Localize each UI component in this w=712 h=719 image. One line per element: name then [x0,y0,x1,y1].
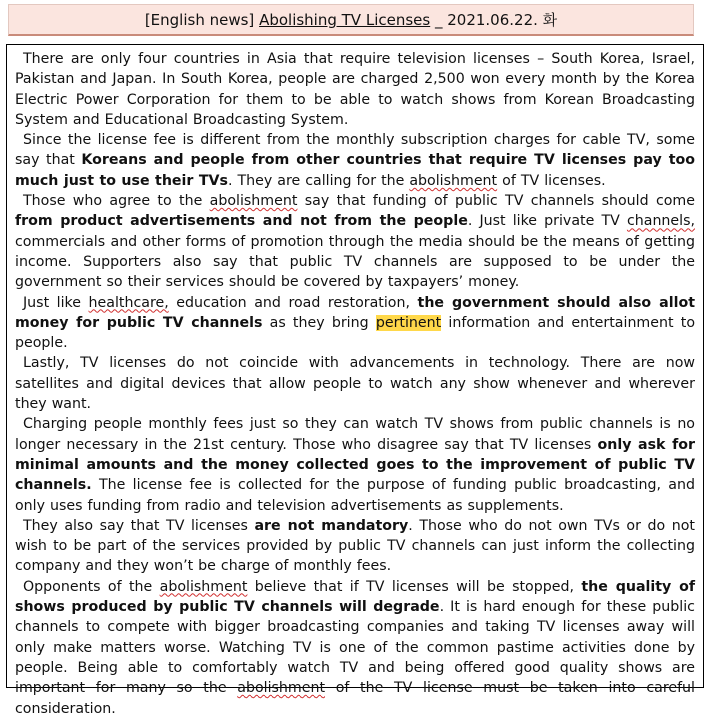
paragraph [15,293,695,354]
text-run: education and road restoration, [168,294,418,311]
highlighted-word: pertinent [375,314,442,331]
bold-text-run: Koreans and people from other countries that require TV licenses pay too much just to use their TVs [15,152,695,189]
spellcheck-marked-word: abolishment [209,193,298,210]
text-run: say that funding of public TV channels should come [297,193,695,210]
text-run: . They are calling for the [227,172,410,189]
text-run: . It is hard enough for these public channels to compete with bigger broadcasting companies and taking TV licenses away will only make matters worse. Watching TV is one of the common pastime activities done by people. Being able to comfortably watch TV and being offered good quality shows are important for many so the [15,599,695,697]
text-run: commercials and other forms of promotion through the media should be the means of getting income. Supporters also say that public TV channels are supposed to be under the government so their services should be covered by taxpayers’ money. [15,233,695,291]
text-run: as they bring [262,314,376,331]
spellcheck-marked-word: abolishment [409,172,498,189]
paragraph [15,191,695,292]
header-prefix: [English news] [144,11,260,29]
spellcheck-marked-word: healthcare, [88,294,169,311]
text-run: Just like [23,294,89,311]
text-run: The license fee is collected for the purpose of funding public broadcasting, and only uses funding from radio and television advertisements as supplements. [15,477,695,514]
bold-text-run: are not mandatory [254,517,409,534]
spellcheck-marked-word: channels, [626,213,695,230]
bold-text-run: the quality of shows produced by public TV channels will degrade [15,578,696,616]
header-title: Abolishing TV Licenses [259,11,431,29]
paragraph [15,516,695,577]
document-header [8,4,694,36]
text-run: Lastly, TV licenses do not coincide with advancements in technology. There are now satellites and digital devices that allow people to watch any show whenever and wherever they want. [15,355,695,413]
spellcheck-marked-word: abolishment [159,578,248,595]
text-run: information and entertainment to people. [15,314,695,352]
text-run: of the TV license must be taken into careful consideration. [15,680,695,717]
text-run: They also say that TV licenses [23,517,255,534]
article-body [6,44,704,717]
text-run: Since the license fee is different from the monthly subscription charges for cable TV, some say that [15,132,695,169]
text-run: believe that if TV licenses will be stopped, [247,578,582,595]
paragraph [15,414,695,515]
text-run: Opponents of the [23,578,160,595]
bold-text-run: the government should also allot money for public TV channels [15,294,695,331]
spellcheck-marked-word: abolishment [237,680,326,697]
bold-text-run: from product advertisements and not from the people [15,213,468,230]
text-run: There are only four countries in Asia that require television licenses – South Korea, Israel, Pakistan and Japan. In South Korea, people are charged 2,500 won every month by the Korea Electric Power Corporation for them to be able to watch shows from Korean Broadcasting System and Educational Broadcasting System. [15,51,695,128]
text-run: . Those who do not own TVs or do not wish to be part of the services provided by public TV channels can just inform the collecting company and they won’t be charge of monthly fees. [15,517,695,575]
bold-text-run: only ask for minimal amounts and the money collected goes to the improvement of public TV channels. [15,436,695,494]
paragraph [15,49,695,130]
paragraph [15,353,695,414]
text-run: . Just like private TV [467,213,627,230]
header-date: _ 2021.06.22. 화 [430,11,558,29]
text-run: Those who agree to the [23,193,210,210]
paragraph [15,130,695,191]
text-run: Charging people monthly fees just so they can watch TV shows from public channels is no longer necessary in the 21st century. Those who disagree say that TV licenses [15,416,695,453]
paragraph [15,577,695,719]
text-run: of TV licenses. [497,172,606,189]
